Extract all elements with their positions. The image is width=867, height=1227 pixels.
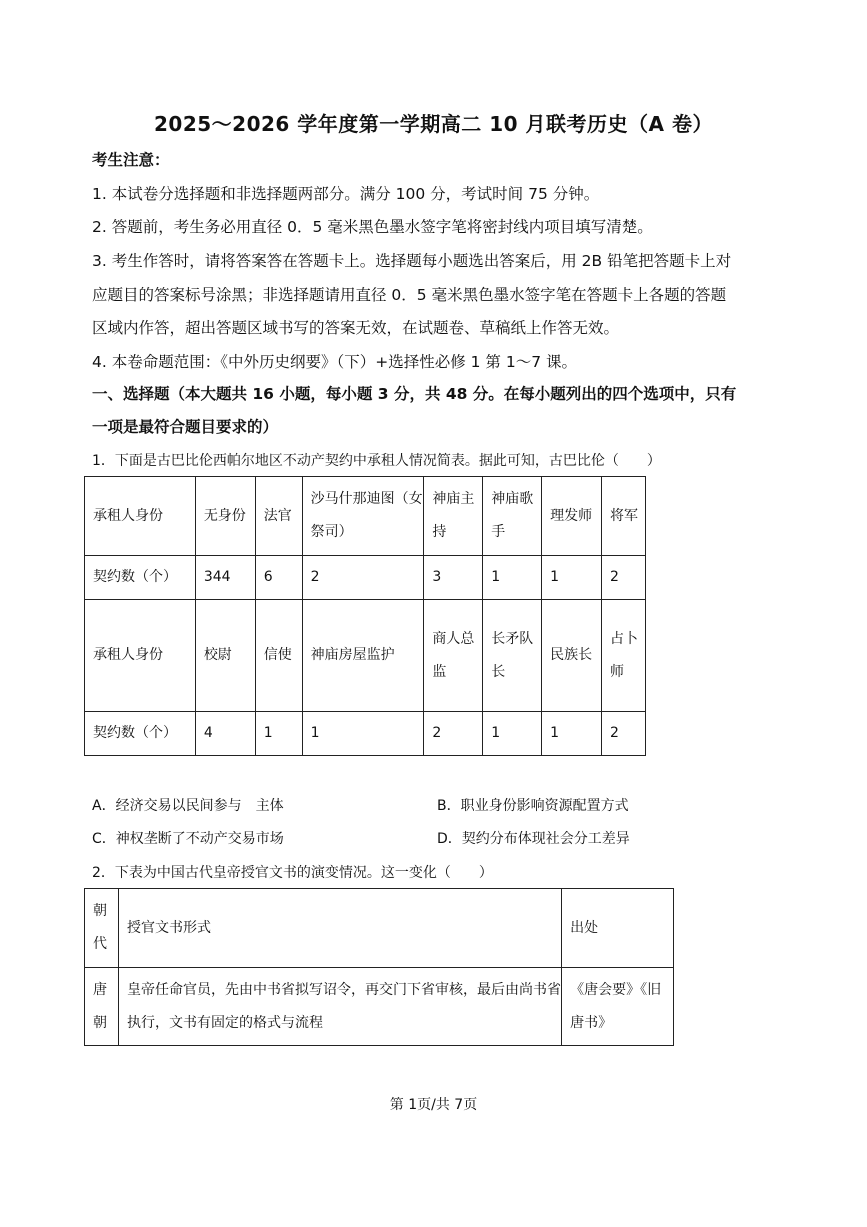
table-cell: 民族长 xyxy=(542,600,602,712)
table-cell: 3 xyxy=(424,556,483,600)
table-cell: 皇帝任命官员，先由中书省拟写诏令，再交门下省审核，最后由尚书省执行，文书有固定的格式与流程 xyxy=(118,968,561,1046)
table-cell: 4 xyxy=(195,712,255,756)
table-cell: 1 xyxy=(483,712,542,756)
table-row xyxy=(85,889,674,968)
notice-item-4: 4. 本卷命题范围：《中外历史纲要》（下）+选择性必修 1 第 1～7 课。 xyxy=(92,353,577,371)
table-cell: 长矛队长 xyxy=(483,600,542,712)
table-cell: 承租人身份 xyxy=(85,477,196,556)
table-row xyxy=(85,712,646,756)
notice-item-3c: 区域内作答，超出答题区域书写的答案无效，在试题卷、草稿纸上作答无效。 xyxy=(92,319,620,337)
table-cell: 无身份 xyxy=(195,477,255,556)
section1-heading-cont: 一项是最符合题目要求的） xyxy=(92,418,279,436)
table-cell: 2 xyxy=(302,556,424,600)
table-cell: 朝代 xyxy=(85,889,119,968)
table-cell: 校尉 xyxy=(195,600,255,712)
q1-option-a[interactable]: A．经济交易以民间参与 主体 xyxy=(92,798,284,814)
notice-item-1: 1. 本试卷分选择题和非选择题两部分。满分 100 分，考试时间 75 分钟。 xyxy=(92,185,600,203)
table-cell: 1 xyxy=(542,712,602,756)
q1-option-d[interactable]: D．契约分布体现社会分工差异 xyxy=(437,831,630,847)
table-cell: 承租人身份 xyxy=(85,600,196,712)
q1-option-c[interactable]: C．神权垄断了不动产交易市场 xyxy=(92,831,284,847)
table-cell: 法官 xyxy=(255,477,302,556)
table-cell: 神庙房屋监护 xyxy=(302,600,424,712)
q2-table xyxy=(84,888,674,1046)
exam-title: 2025～2026 学年度第一学期高二 10 月联考历史（A 卷） xyxy=(154,112,713,136)
table-cell: 商人总监 xyxy=(424,600,483,712)
table-cell: 344 xyxy=(195,556,255,600)
notice-heading: 考生注意： xyxy=(92,151,170,169)
notice-item-3a: 3. 考生作答时，请将答案答在答题卡上。选择题每小题选出答案后，用 2B 铅笔把答题卡上对 xyxy=(92,252,732,270)
table-cell: 理发师 xyxy=(542,477,602,556)
table-cell: 1 xyxy=(302,712,424,756)
q1-option-b[interactable]: B．职业身份影响资源配置方式 xyxy=(437,798,629,814)
table-cell: 2 xyxy=(602,712,646,756)
table-row xyxy=(85,600,646,712)
table-cell: 2 xyxy=(424,712,483,756)
table-cell: 《唐会要》《旧唐书》 xyxy=(562,968,674,1046)
table-cell: 授官文书形式 xyxy=(118,889,561,968)
table-cell: 契约数（个） xyxy=(85,556,196,600)
q1-stem: 1．下面是古巴比伦西帕尔地区不动产契约中承租人情况简表。据此可知，古巴比伦（ ） xyxy=(92,453,661,469)
table-cell: 2 xyxy=(602,556,646,600)
table-cell: 1 xyxy=(483,556,542,600)
table-cell: 契约数（个） xyxy=(85,712,196,756)
table-row xyxy=(85,968,674,1046)
table-cell: 神庙主持 xyxy=(424,477,483,556)
table-row xyxy=(85,477,646,556)
table-cell: 信使 xyxy=(255,600,302,712)
table-cell: 神庙歌手 xyxy=(483,477,542,556)
q1-table xyxy=(84,476,646,756)
table-cell: 6 xyxy=(255,556,302,600)
table-cell: 占卜师 xyxy=(602,600,646,712)
table-cell: 将军 xyxy=(602,477,646,556)
table-row xyxy=(85,556,646,600)
table-cell: 唐朝 xyxy=(85,968,119,1046)
table-cell: 沙马什那迪图（女祭司） xyxy=(302,477,424,556)
notice-item-3b: 应题目的答案标号涂黑；非选择题请用直径 0．5 毫米黑色墨水签字笔在答题卡上各题的答题 xyxy=(92,286,727,304)
section1-heading: 一、选择题（本大题共 16 小题，每小题 3 分，共 48 分。在每小题列出的四个选项中，只有 xyxy=(92,385,737,403)
table-cell: 1 xyxy=(542,556,602,600)
table-cell: 出处 xyxy=(562,889,674,968)
page-footer: 第 1页/共 7页 xyxy=(389,1097,478,1113)
notice-item-2: 2. 答题前，考生务必用直径 0．5 毫米黑色墨水签字笔将密封线内项目填写清楚。 xyxy=(92,218,653,236)
table-cell: 1 xyxy=(255,712,302,756)
q2-stem: 2．下表为中国古代皇帝授官文书的演变情况。这一变化（ ） xyxy=(92,865,493,881)
